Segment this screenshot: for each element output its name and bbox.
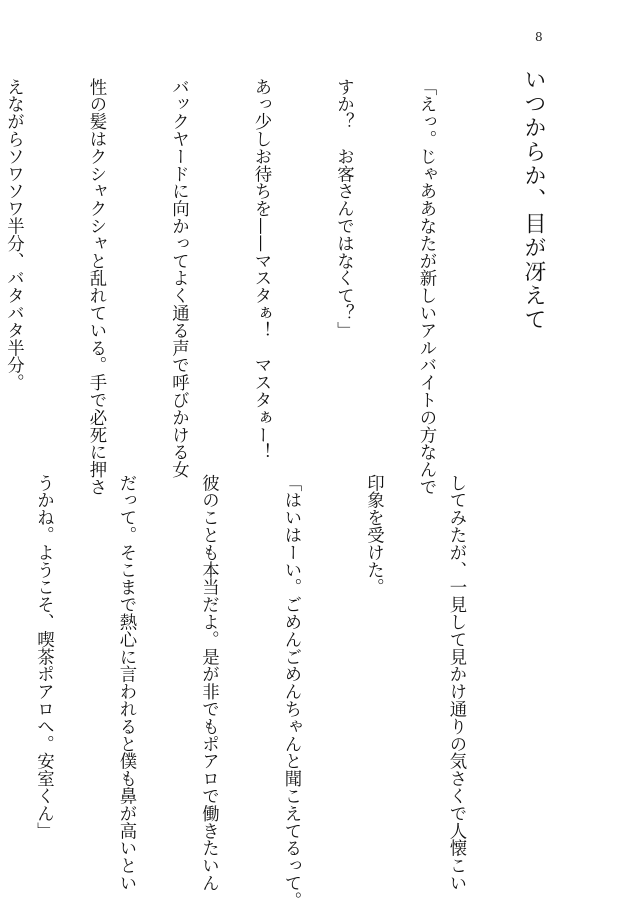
text-line: バックヤードに向かってよく通る声で呼びかける女 [168,78,189,479]
text-line: 「えっ。じゃあ​あなたが新しいアルバイトの方なんで [416,78,436,496]
text-block-bottom [33,474,524,909]
text-line: えながらソワソワ半分、バタバタ半分。 [3,78,24,392]
chapter-title: いつからか、目が冴えて [521,68,546,332]
text-line: 性の髪はクシャクシャと乱れている。手で必死に押さ [86,78,106,496]
page-number: 8 [535,30,543,44]
text-line: 印象を受けた。 [363,474,384,596]
text-line: あっ少しお待ちを——マスタぁ！ マスタぁー！ [251,78,271,461]
text-line: うかね。ようこそ、喫茶ポアロへ。安室くん」 [33,474,54,840]
text-line: 彼のことも本当だよ。是が非でもポアロで働きたいん [198,474,219,892]
text-line: してみたが、一見して見かけ通りの気さくで人懐こい [446,474,466,892]
text-line: すか？ お客さんではなくて？」 [333,78,354,339]
text-line: だって。そこまで熱心に言われると僕も鼻が高いとい [116,474,136,892]
text-line: 「はいはーい。ごめんごめんちゃんと聞こえてるって。 [281,474,301,909]
text-block-top [3,78,494,496]
